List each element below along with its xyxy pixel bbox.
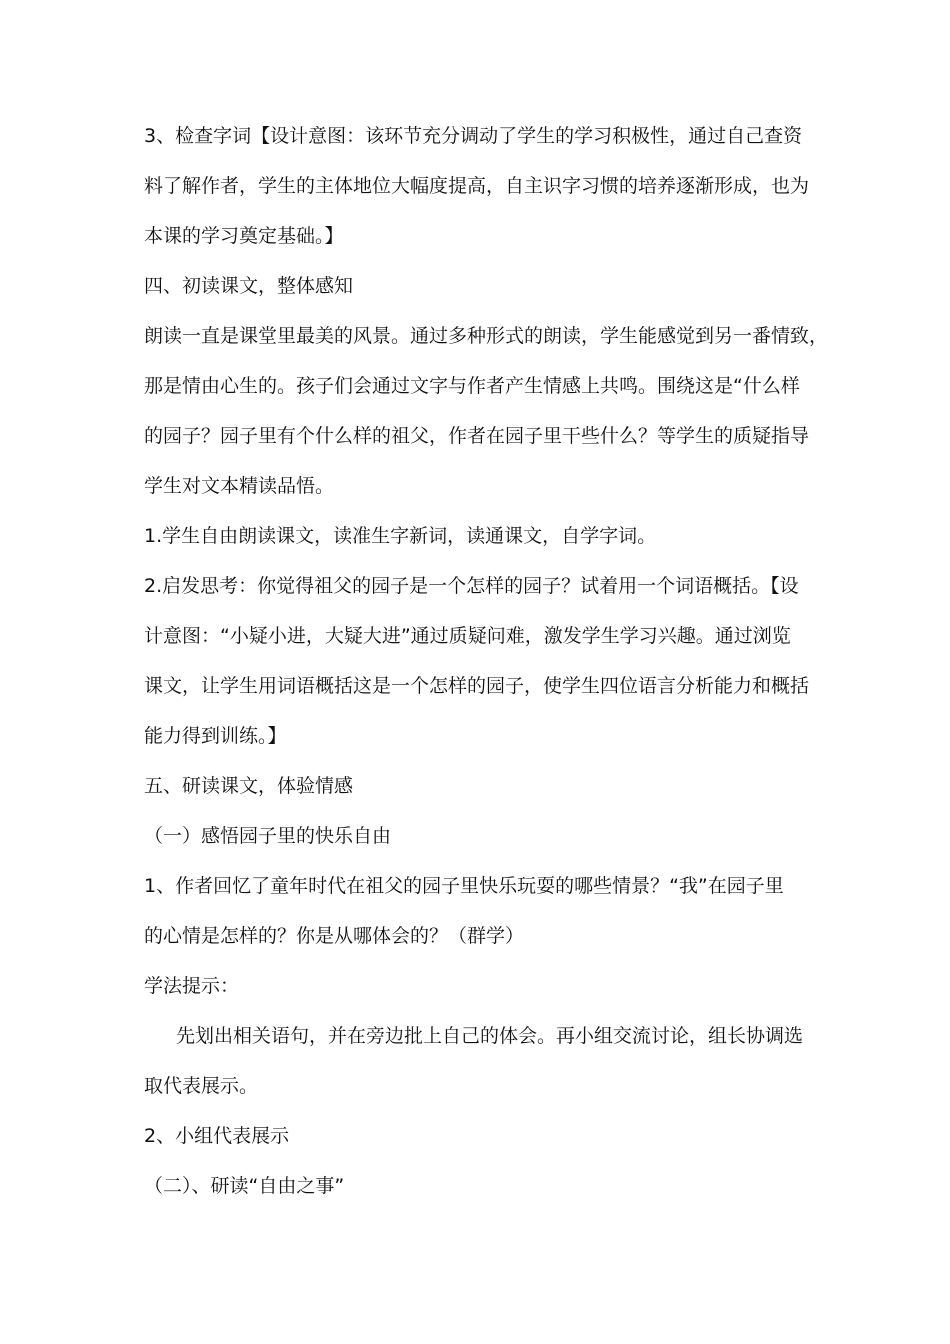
text-line: 2.启发思考：你觉得祖父的园子是一个怎样的园子？试着用一个词语概括。【设 xyxy=(144,575,799,597)
text-line: 学生对文本精读品悟。 xyxy=(144,475,335,497)
text-line: 能力得到训练。】 xyxy=(144,725,287,747)
text-line: 朗读一直是课堂里最美的风景。通过多种形式的朗读，学生能感觉到另一番情致， xyxy=(144,325,829,347)
text-line: 1.学生自由朗读课文，读准生字新词，读通课文，自学字词。 xyxy=(144,525,657,547)
text-line: 2、小组代表展示 xyxy=(144,1125,290,1147)
section-heading: 四、初读课文，整体感知 xyxy=(144,275,354,297)
text-line: 料了解作者，学生的主体地位大幅度提高，自主识字习惯的培养逐渐形成，也为 xyxy=(144,175,810,197)
text-line: 的心情是怎样的？你是从哪体会的？（群学） xyxy=(144,925,525,947)
text-line: 的园子？园子里有个什么样的祖父，作者在园子里干些什么？等学生的质疑指导 xyxy=(144,425,810,447)
text-line: 课文，让学生用词语概括这是一个怎样的园子，使学生四位语言分析能力和概括 xyxy=(144,675,810,697)
subsection-heading: （二）、研读“自由之事” xyxy=(144,1175,345,1197)
subsection-heading: （一）感悟园子里的快乐自由 xyxy=(144,825,392,847)
text-line: 先划出相关语句，并在旁边批上自己的体会。再小组交流讨论，组长协调选 xyxy=(176,1025,804,1047)
text-line: 1、作者回忆了童年时代在祖父的园子里快乐玩耍的哪些情景？“我”在园子里 xyxy=(144,875,784,897)
text-line: 取代表展示。 xyxy=(144,1075,259,1097)
text-line: 3、检查字词【设计意图：该环节充分调动了学生的学习积极性，通过自己查资 xyxy=(144,125,803,147)
text-line: 学法提示： xyxy=(144,975,240,997)
section-heading: 五、研读课文，体验情感 xyxy=(144,775,354,797)
text-line: 那是情由心生的。孩子们会通过文字与作者产生情感上共鸣。围绕这是“什么样 xyxy=(144,375,800,397)
text-line: 本课的学习奠定基础。】 xyxy=(144,225,344,247)
text-line: 计意图：“小疑小进，大疑大进”通过质疑问难，激发学生学习兴趣。通过浏览 xyxy=(144,625,791,647)
